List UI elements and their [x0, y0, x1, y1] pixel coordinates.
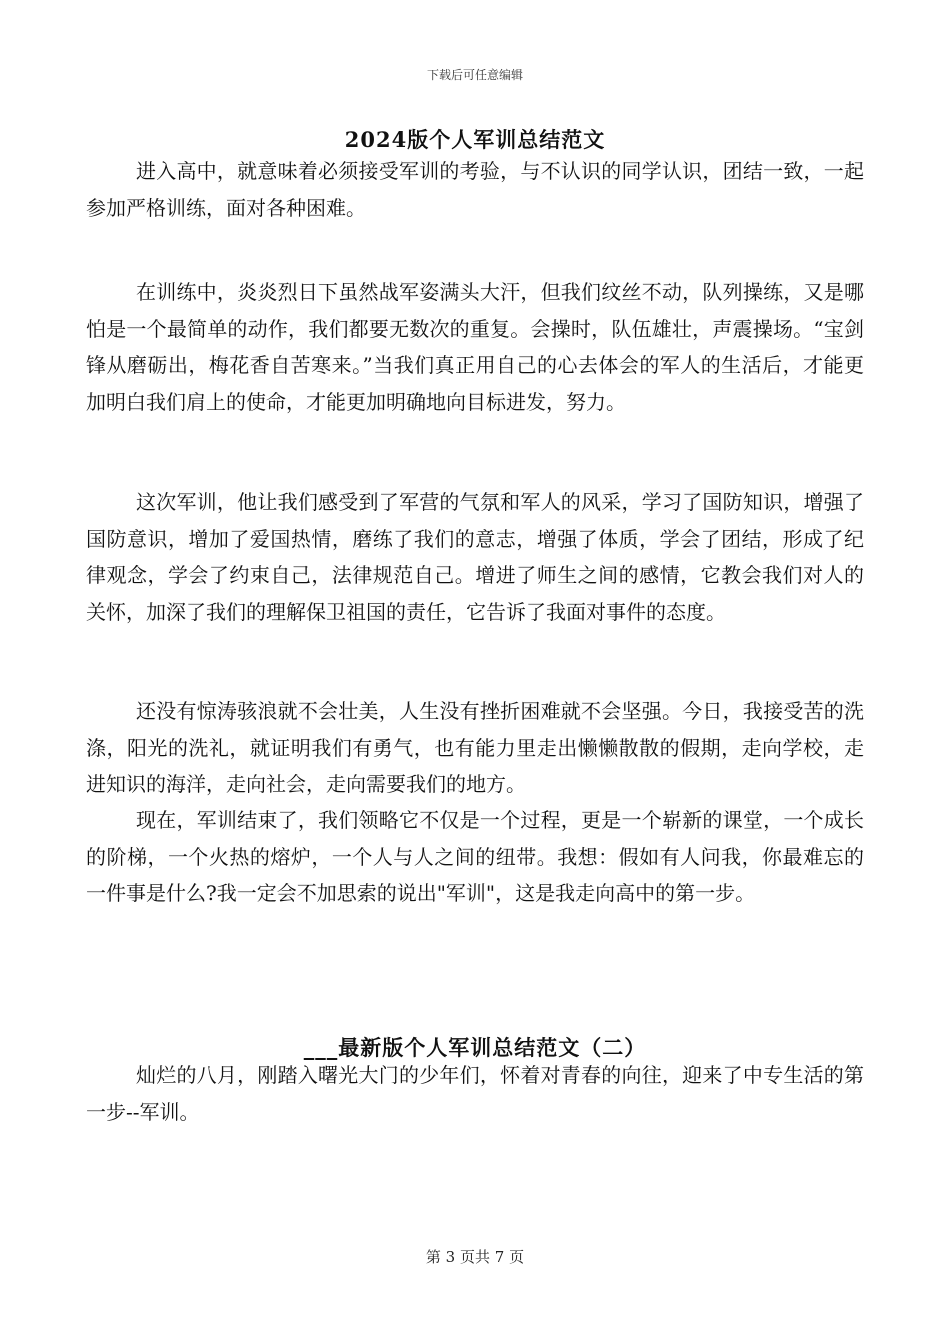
paragraph: 进入高中，就意味着必须接受军训的考验，与不认识的同学认识，团结一致，一起参加严格训练，面对各种困难。: [86, 159, 864, 220]
paragraph: 灿烂的八月，刚踏入曙光大门的少年们，怀着对青春的向往，迎来了中专生活的第一步--军训。: [86, 1063, 864, 1124]
page-number: 第 3 页共 7 页: [425, 1248, 525, 1266]
paragraph: 还没有惊涛骇浪就不会壮美，人生没有挫折困难就不会坚强。今日，我接受苦的洗涤，阳光的洗礼，就证明我们有勇气，也有能力里走出懒懒散散的假期，走向学校，走进知识的海洋，走向社会，走向需要我们的地方。: [86, 699, 864, 796]
paragraph: 现在，军训结束了，我们领略它不仅是一个过程，更是一个崭新的课堂，一个成长的阶梯，一个火热的熔炉，一个人与人之间的纽带。我想：假如有人问我，你最难忘的一件事是什么?我一定会不加思索的说出"军训"，这是我走向高中的第一步。: [86, 808, 864, 905]
section-title: ___最新版个人军训总结范文（二）: [303, 1035, 647, 1060]
paragraph: 在训练中，炎炎烈日下虽然战军姿满头大汗，但我们纹丝不动，队列操练，又是哪怕是一个最简单的动作，我们都要无数次的重复。会操时，队伍雄壮，声震操场。“宝剑锋从磨砺出，梅花香自苦寒来。”当我们真正用自己的心去体会的军人的生活后，才能更加明白我们肩上的使命，才能更加明确地向目标进发，努力。: [86, 280, 864, 414]
header-note: 下载后可任意编辑: [426, 68, 523, 82]
document-title: 2024版个人军训总结范文: [344, 127, 606, 152]
paragraph: 这次军训，他让我们感受到了军营的气氛和军人的风采，学习了国防知识，增强了国防意识，增加了爱国热情，磨练了我们的意志，增强了体质，学会了团结，形成了纪律观念，学会了约束自己，法律规范自己。增进了师生之间的感情，它教会我们对人的关怀，加深了我们的理解保卫祖国的责任，它告诉了我面对事件的态度。: [86, 490, 864, 624]
